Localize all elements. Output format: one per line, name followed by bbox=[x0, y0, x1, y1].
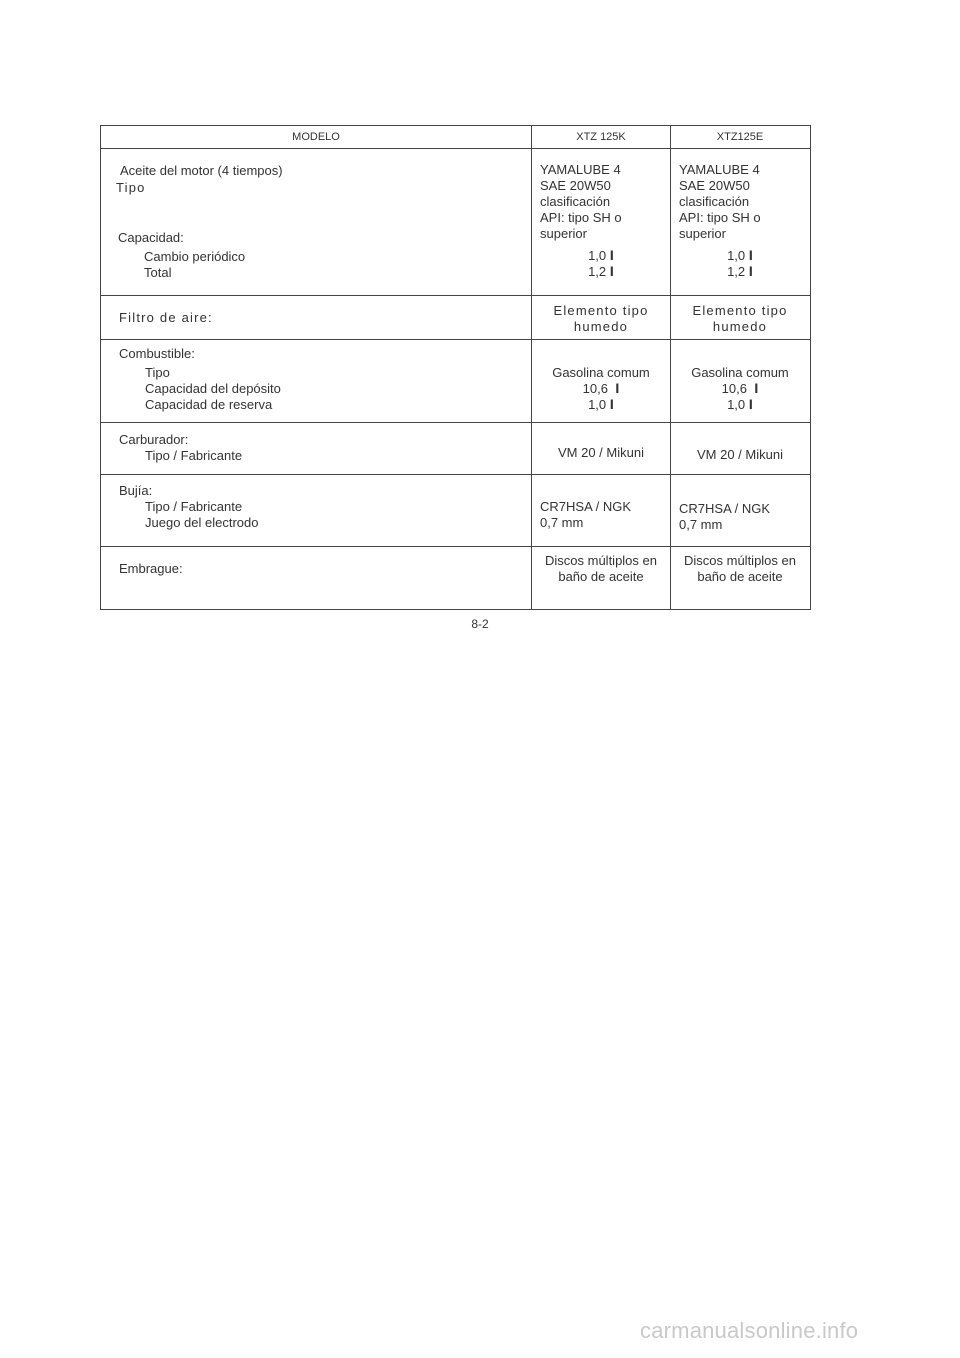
fuel-tipo-label: Tipo bbox=[145, 365, 170, 380]
table-row-spark-plug bbox=[101, 474, 810, 546]
plug-tipo-label: Tipo / Fabricante bbox=[145, 499, 243, 514]
liter-unit: l bbox=[609, 265, 614, 279]
clutch-k-line-1: Discos múltiplos en bbox=[545, 553, 657, 568]
oil-k-type-3: clasificación bbox=[540, 194, 611, 209]
plug-label-cell bbox=[101, 475, 531, 546]
fuel-k-tipo: Gasolina comum bbox=[552, 365, 650, 380]
clutch-k-line-2: baño de aceite bbox=[558, 569, 644, 584]
liter-unit: l bbox=[609, 398, 614, 412]
oil-label-cell bbox=[101, 149, 531, 295]
header-xtz125k: XTZ 125K bbox=[531, 126, 670, 148]
oil-e-cambio: 1,0 l bbox=[727, 248, 753, 263]
air-k-line-1: Elemento tipo bbox=[553, 303, 649, 318]
oil-cambio-label: Cambio periódico bbox=[144, 249, 246, 264]
oil-label: Aceite del motor (4 tiempos) bbox=[120, 163, 283, 178]
carb-label-cell bbox=[101, 423, 531, 474]
carb-tipo-label: Tipo / Fabricante bbox=[145, 448, 243, 463]
fuel-xtz125e-cell bbox=[670, 340, 809, 422]
oil-e-type-4: API: tipo SH o bbox=[679, 210, 761, 225]
liter-unit: l bbox=[615, 382, 620, 396]
oil-k-type-2: SAE 20W50 bbox=[540, 178, 611, 193]
oil-k-type-5: superior bbox=[540, 226, 587, 241]
air-e-line-2: humedo bbox=[712, 319, 768, 334]
fuel-e-tipo: Gasolina comum bbox=[691, 365, 789, 380]
table-header-row bbox=[101, 126, 810, 148]
table-row-engine-oil bbox=[101, 148, 810, 295]
oil-e-total: 1,2 l bbox=[727, 264, 753, 279]
clutch-e-line-2: baño de aceite bbox=[697, 569, 783, 584]
oil-tipo-label: Tipo bbox=[116, 180, 146, 195]
fuel-reserva-label: Capacidad de reserva bbox=[145, 397, 273, 412]
table-row-carburetor bbox=[101, 422, 810, 474]
oil-k-type-1: YAMALUBE 4 bbox=[540, 162, 621, 177]
oil-e-type-5: superior bbox=[679, 226, 726, 241]
fuel-k-reserva: 1,0 l bbox=[588, 397, 614, 412]
air-label-cell bbox=[101, 296, 531, 339]
watermark: carmanualsonline.info bbox=[640, 1318, 859, 1343]
carb-xtz125e-cell bbox=[670, 423, 809, 474]
oil-k-cambio: 1,0 l bbox=[588, 248, 614, 263]
liter-unit: l bbox=[609, 249, 614, 263]
plug-xtz125e-cell bbox=[670, 475, 809, 546]
table-row-air-filter bbox=[101, 295, 810, 339]
fuel-label-cell bbox=[101, 340, 531, 422]
page-number: 8-2 bbox=[471, 617, 489, 631]
liter-unit: l bbox=[748, 249, 753, 263]
carb-k-value: VM 20 / Mikuni bbox=[558, 445, 644, 460]
carb-label: Carburador: bbox=[119, 432, 189, 447]
plug-k-juego: 0,7 mm bbox=[540, 515, 584, 530]
table-row-clutch bbox=[101, 546, 810, 609]
oil-xtz125k-cell bbox=[531, 149, 670, 295]
carb-xtz125k-cell bbox=[531, 423, 670, 474]
fuel-e-deposito: 10,6 l bbox=[721, 381, 759, 396]
plug-juego-label: Juego del electrodo bbox=[145, 515, 259, 530]
air-xtz125e-cell bbox=[670, 296, 809, 339]
air-e-line-1: Elemento tipo bbox=[692, 303, 788, 318]
fuel-xtz125k-cell bbox=[531, 340, 670, 422]
fuel-e-reserva: 1,0 l bbox=[727, 397, 753, 412]
clutch-label-cell bbox=[101, 547, 531, 609]
plug-label: Bujía: bbox=[119, 483, 153, 498]
oil-e-type-2: SAE 20W50 bbox=[679, 178, 750, 193]
plug-e-juego: 0,7 mm bbox=[679, 517, 723, 532]
clutch-label: Embrague: bbox=[119, 561, 183, 576]
plug-e-tipo: CR7HSA / NGK bbox=[679, 501, 771, 516]
oil-e-type-1: YAMALUBE 4 bbox=[679, 162, 760, 177]
plug-k-tipo: CR7HSA / NGK bbox=[540, 499, 632, 514]
fuel-deposito-label: Capacidad del depósito bbox=[145, 381, 281, 396]
oil-e-type-3: clasificación bbox=[679, 194, 750, 209]
oil-k-type-4: API: tipo SH o bbox=[540, 210, 622, 225]
air-label: Filtro de aire: bbox=[119, 310, 213, 325]
specifications-table bbox=[100, 125, 811, 610]
air-k-line-2: humedo bbox=[573, 319, 629, 334]
header-modelo: MODELO bbox=[292, 131, 340, 143]
liter-unit: l bbox=[748, 398, 753, 412]
header-xtz125e: XTZ125E bbox=[670, 126, 809, 148]
air-xtz125k-cell bbox=[531, 296, 670, 339]
plug-xtz125k-cell bbox=[531, 475, 670, 546]
oil-k-total: 1,2 l bbox=[588, 264, 614, 279]
oil-xtz125e-cell bbox=[670, 149, 809, 295]
table-row-fuel bbox=[101, 339, 810, 422]
oil-total-label: Total bbox=[144, 265, 172, 280]
liter-unit: l bbox=[748, 265, 753, 279]
fuel-k-deposito: 10,6 l bbox=[582, 381, 620, 396]
clutch-xtz125e-cell bbox=[670, 547, 809, 609]
clutch-e-line-1: Discos múltiplos en bbox=[684, 553, 796, 568]
fuel-label: Combustible: bbox=[119, 346, 195, 361]
oil-capacidad-label: Capacidad: bbox=[118, 230, 184, 245]
carb-e-value: VM 20 / Mikuni bbox=[697, 447, 783, 462]
liter-unit: l bbox=[754, 382, 759, 396]
clutch-xtz125k-cell bbox=[531, 547, 670, 609]
